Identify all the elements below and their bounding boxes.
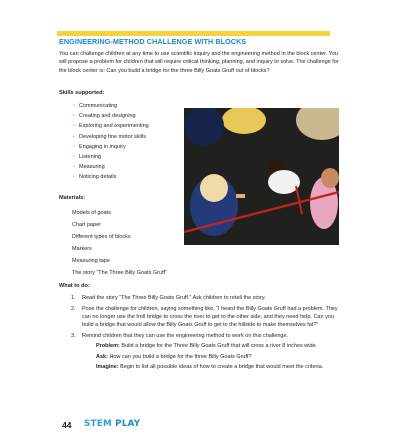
step-number: 3. (71, 333, 76, 340)
list-item: • Exploring and experimenting (73, 121, 149, 131)
page-number: 44 (62, 420, 72, 430)
list-item: Chart paper (72, 222, 102, 229)
list-item: Models of goats (72, 210, 111, 216)
list-item: Measuring tape (72, 258, 110, 265)
what-to-do-heading: What to do: (59, 283, 90, 289)
list-item (96, 363, 347, 371)
list-item: • Measuring (73, 162, 149, 172)
materials-list (72, 207, 167, 280)
materials-heading: Materials: (59, 195, 86, 201)
list-item (96, 353, 347, 361)
sub-step-text: How can you build a bridge for the three Billy Goats Gruff? (107, 353, 252, 360)
step-text: Pose the challenge for children, saying something like, “I heard the Billy Goats Gruff had a problem. They can no longer use the troll bridge to cross the river to get to the other side, and they need help. Can you build a bridge that would allow the Billy Goats Gruff to get to the hillside to make themselves fat?” (82, 306, 338, 329)
intro-paragraph: You can challenge children at any time to use scientific inquiry and the engineering method in the block center. You will propose a problem for children that will require critical thinking, planning, and inquiry to solve. The challenge for the block center is: Can you build a bridge for the three Billy Goats Gruff out of blocks? (59, 51, 339, 74)
sub-step-label: Ask: (96, 353, 108, 360)
stem-play-logo (84, 417, 140, 431)
list-item (71, 294, 347, 302)
step-text: Remind children that they can use the engineering method to work on this challenge. (82, 333, 289, 340)
list-item: • Developing fine motor skills (73, 132, 149, 142)
list-item: • Noticing details (73, 172, 149, 182)
list-item: • Engaging in inquiry (73, 142, 149, 152)
sub-step-label: Imagine: (96, 363, 119, 370)
step-number: 1. (71, 295, 76, 301)
sub-step-text: Build a bridge for the Three Billy Goats Gruff that will cross a river 8 inches wide. (119, 343, 318, 350)
list-item: The story “The Three Billy Goats Gruff” (72, 270, 167, 277)
section-title: ENGINEERING-METHOD CHALLENGE WITH BLOCKS (59, 37, 247, 46)
list-item (96, 342, 347, 350)
sub-step-label: Problem: (96, 343, 120, 350)
sub-step-text: Begin to list all possible ideas of how to create a bridge that would meet the criteria. (118, 363, 324, 370)
list-item (71, 332, 347, 370)
list-item: • Listening (73, 152, 149, 162)
list-item: Different types of blocks (72, 234, 131, 241)
skills-heading: Skills supported: (59, 90, 105, 96)
title-highlight (57, 31, 330, 36)
logo-part-play: PLAY (111, 419, 141, 429)
list-item: • Communicating (73, 101, 149, 111)
steps-list (71, 294, 347, 374)
classroom-photo (184, 108, 339, 245)
list-item: • Creating and designing (73, 111, 149, 121)
step-number: 2. (71, 306, 76, 313)
list-item: Markers (72, 246, 92, 253)
list-item (71, 305, 347, 329)
skills-list (73, 101, 149, 183)
sub-steps-list (96, 342, 347, 370)
logo-text (84, 419, 140, 429)
logo-part-stem: STEM (84, 419, 112, 429)
step-text: Read the story “The Three Billy Goats Gruff.” Ask children to retell the story. (82, 295, 266, 301)
photo-illustration (184, 108, 339, 245)
